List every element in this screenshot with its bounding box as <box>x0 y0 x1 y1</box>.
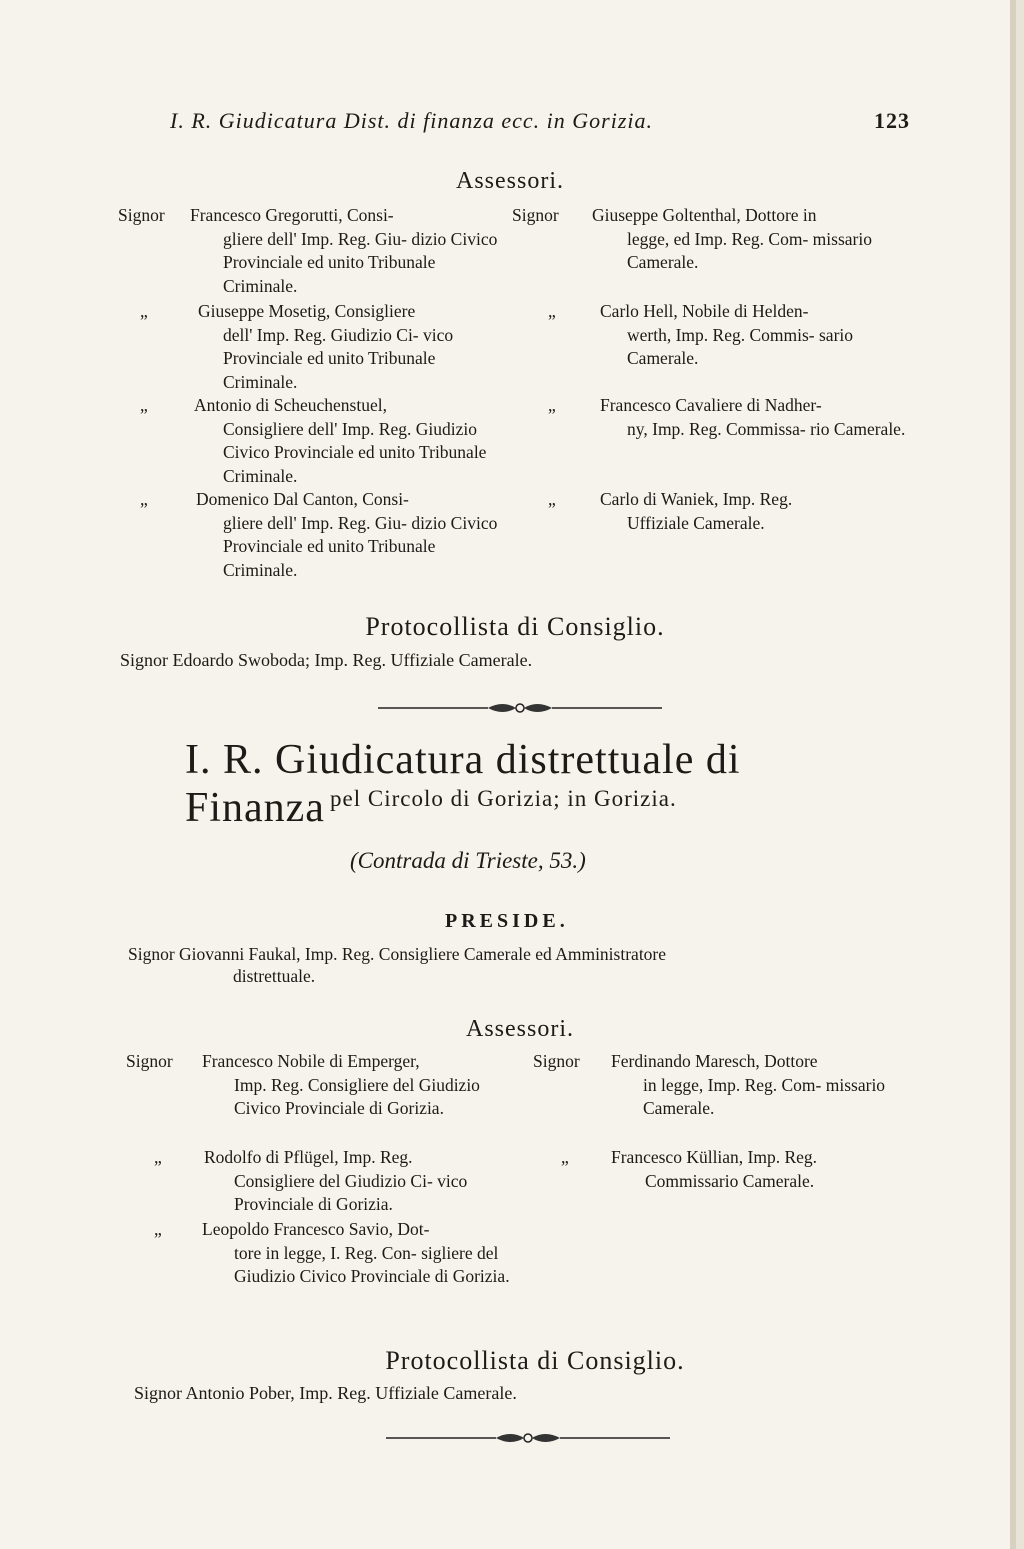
section1-right-column <box>512 204 912 582</box>
entry-prefix: „ <box>548 489 556 509</box>
entry-description: Commissario Camerale. <box>645 1170 815 1191</box>
entry-prefix: „ <box>154 1219 162 1239</box>
running-title: I. R. Giudicatura Dist. di finanza ecc. in Gorizia. <box>170 108 654 133</box>
entry-name: Francesco Nobile di Emperger, <box>202 1051 420 1071</box>
entry-name: Rodolfo di Pflügel, Imp. Reg. <box>204 1147 413 1167</box>
entry-description: in legge, Imp. Reg. Com- missario Camerale. <box>643 1074 886 1118</box>
section1-assessori-heading: Assessori. <box>455 168 564 194</box>
entry-name: Francesco Gregorutti, Consi- <box>190 205 394 225</box>
entry-description: Imp. Reg. Consigliere del Giudizio Civico Provinciale di Gorizia. <box>234 1074 480 1118</box>
entry-description: dell' Imp. Reg. Giudizio Ci- vico Provinciale ed unito Tribunale Criminale. <box>223 324 454 392</box>
entry-name: Carlo Hell, Nobile di Helden- <box>600 301 809 321</box>
entry-description: Consigliere dell' Imp. Reg. Giudizio Civico Provinciale ed unito Tribunale Criminale. <box>223 418 487 486</box>
assessore-entry <box>126 1050 521 1144</box>
assessore-entry <box>126 1218 521 1312</box>
entry-name: Ferdinando Maresch, Dottore <box>611 1051 818 1071</box>
entry-name: Domenico Dal Canton, Consi- <box>196 489 409 509</box>
assessore-entry <box>118 300 508 394</box>
entry-prefix: „ <box>140 301 148 321</box>
entry-prefix: „ <box>561 1147 569 1167</box>
entry-description: Uffiziale Camerale. <box>627 512 765 533</box>
entry-name: Antonio di Scheuchenstuel, <box>194 395 387 415</box>
section2-address: (Contrada di Trieste, 53.) <box>350 848 586 873</box>
entry-name: Carlo di Waniek, Imp. Reg. <box>600 489 793 509</box>
ornamental-divider <box>386 1428 670 1448</box>
entry-prefix: „ <box>140 395 148 415</box>
running-header <box>170 108 910 134</box>
entry-prefix: „ <box>548 395 556 415</box>
assessore-entry <box>118 394 508 488</box>
assessore-entry <box>118 204 508 298</box>
section2-right-column <box>533 1050 918 1196</box>
entry-prefix: Signor <box>512 205 559 225</box>
assessore-entry <box>512 300 912 394</box>
entry-prefix: Signor <box>118 205 165 225</box>
entry-name: Giuseppe Goltenthal, Dottore in <box>592 205 817 225</box>
section2-protocollista-heading: Protocollista di Consiglio. <box>385 1346 685 1375</box>
entry-name: Leopoldo Francesco Savio, Dot- <box>202 1219 430 1239</box>
assessore-entry <box>512 204 912 300</box>
entry-description: Consigliere del Giudizio Ci- vico Provinciale di Gorizia. <box>234 1170 468 1214</box>
entry-description: gliere dell' Imp. Reg. Giu- dizio Civico Provinciale ed unito Tribunale Criminale. <box>223 512 498 580</box>
section2-assessori-heading: Assessori. <box>465 1016 574 1042</box>
ornamental-divider <box>378 698 662 718</box>
entry-prefix: „ <box>154 1147 162 1167</box>
entry-description: ny, Imp. Reg. Commissa- rio Camerale. <box>627 418 906 439</box>
assessore-entry <box>533 1146 918 1196</box>
preside-line-1: Signor Giovanni Faukal, Imp. Reg. Consigliere Camerale ed Amministratore <box>128 944 667 964</box>
page-number: 123 <box>874 108 910 133</box>
section1-protocollista-line: Signor Edoardo Swoboda; Imp. Reg. Uffiziale Camerale. <box>120 650 533 670</box>
entry-description: gliere dell' Imp. Reg. Giu- dizio Civico Provinciale ed unito Tribunale Criminale. <box>223 228 498 296</box>
assessore-entry <box>118 488 508 582</box>
entry-description: werth, Imp. Reg. Commis- sario Camerale. <box>627 324 854 368</box>
assessore-entry <box>512 488 912 582</box>
entry-name: Francesco Cavaliere di Nadher- <box>600 395 822 415</box>
assessore-entry <box>126 1146 521 1218</box>
section2-title: I. R. Giudicatura distrettuale di Finanza <box>185 737 741 831</box>
section1-left-column <box>118 204 508 582</box>
entry-prefix: „ <box>140 489 148 509</box>
section1-protocollista-heading: Protocollista di Consiglio. <box>365 612 665 641</box>
entry-prefix: „ <box>548 301 556 321</box>
entry-prefix: Signor <box>533 1051 580 1071</box>
entry-prefix: Signor <box>126 1051 173 1071</box>
entry-name: Francesco Küllian, Imp. Reg. <box>611 1147 818 1167</box>
section2-left-column <box>126 1050 521 1312</box>
assessore-entry <box>533 1050 918 1146</box>
section2-subtitle: pel Circolo di Gorizia; in Gorizia. <box>330 786 677 811</box>
preside-heading: PRESIDE. <box>445 910 569 932</box>
section2-protocollista-line: Signor Antonio Pober, Imp. Reg. Uffiziale Camerale. <box>134 1383 517 1403</box>
assessore-entry <box>512 394 912 488</box>
entry-description: legge, ed Imp. Reg. Com- missario Camerale. <box>627 228 872 272</box>
preside-line-2: distrettuale. <box>233 966 316 986</box>
entry-name: Giuseppe Mosetig, Consigliere <box>198 301 416 321</box>
entry-description: tore in legge, I. Reg. Con- sigliere del Giudizio Civico Provinciale di Gorizia. <box>234 1242 510 1286</box>
